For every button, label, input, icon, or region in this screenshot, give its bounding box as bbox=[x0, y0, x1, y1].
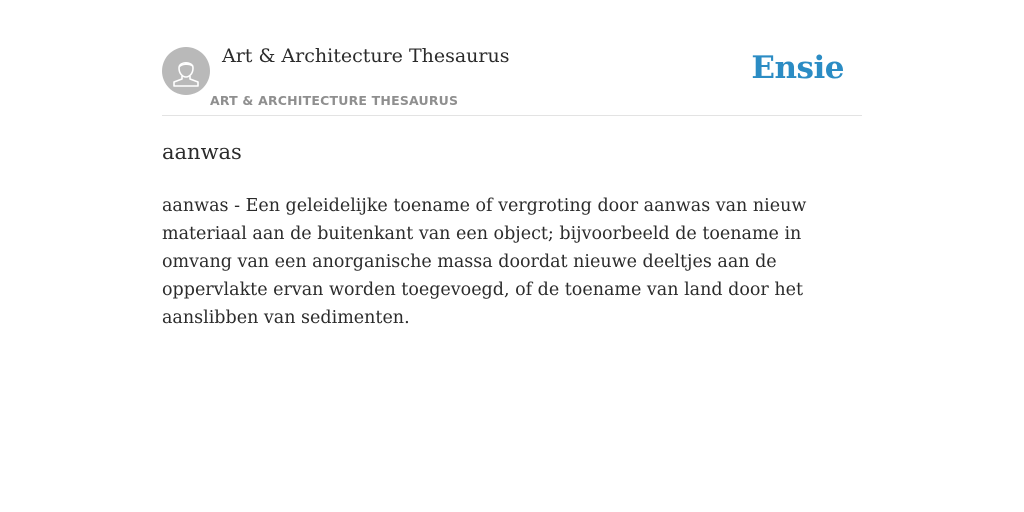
entry-definition: aanwas - Een geleidelijke toename of vergroting door aanwas van nieuw materiaal aan de buitenkant van een object; bijvoorbeeld de toename in omvang van een anorganische massa doordat nieuwe deeltjes aan de oppervlakte ervan worden toegevoegd, of de toename van land door het aanslibben van sedimenten. bbox=[162, 196, 807, 328]
brand-logo[interactable]: Ensie bbox=[751, 50, 844, 86]
entry-header bbox=[162, 0, 862, 116]
entry-term: aanwas bbox=[162, 140, 242, 164]
user-avatar-icon[interactable] bbox=[162, 47, 210, 95]
source-subtitle[interactable]: ART & ARCHITECTURE THESAURUS bbox=[210, 93, 459, 108]
person-outline-icon bbox=[162, 47, 210, 95]
page-container bbox=[162, 0, 862, 512]
source-title[interactable]: Art & Architecture Thesaurus bbox=[222, 45, 510, 67]
